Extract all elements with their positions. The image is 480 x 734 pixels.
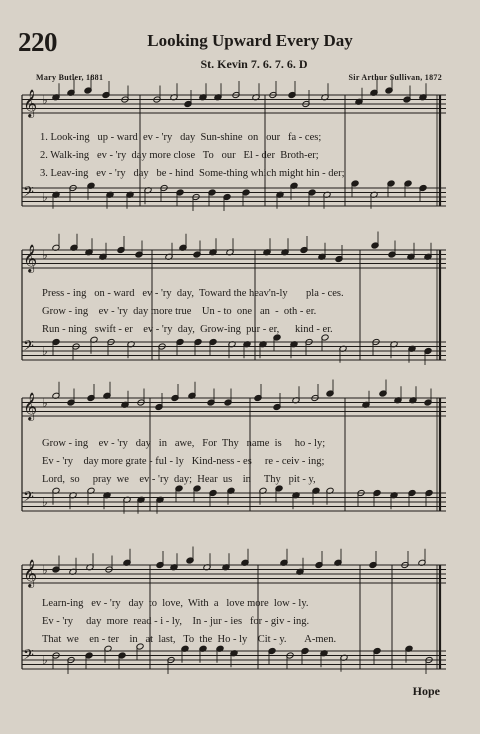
bass-clef-icon: 𝄢 <box>23 489 34 509</box>
bass-staff <box>22 643 446 674</box>
bass-clef-icon: 𝄢 <box>23 338 34 358</box>
lyric-line: 3. Leav-ing ev - 'ry day be - hind Some-thing which might hin - der; <box>40 168 345 179</box>
lyric-line: That we en - ter in at last, To the Ho - ly Cit - y. A-men. <box>42 634 337 645</box>
lyric-line: 1. Look-ing up - ward ev - 'ry day Sun-shine on our fa - ces; <box>40 132 322 143</box>
flat-key-signature-icon: ♭ <box>42 495 48 509</box>
treble-staff <box>22 232 446 274</box>
lyric-line: Run - ning swift - er ev - 'ry day, Grow-ing pur - er, kind - er. <box>42 324 333 335</box>
score-system <box>22 380 446 514</box>
hymn-number: 220 <box>18 27 57 57</box>
author-credit: Mary Butler, 1881 <box>36 73 104 82</box>
treble-staff <box>22 547 446 589</box>
flat-key-signature-icon: ♭ <box>42 248 48 262</box>
lyric-line: Grow - ing ev - 'ry day in awe, For Thy name is ho - ly; <box>42 438 326 449</box>
composer-credit: Sir Arthur Sullivan, 1872 <box>348 73 442 82</box>
lyric-line: Press - ing on - ward ev - 'ry day, Toward the heav'n-ly pla - ces. <box>42 288 344 299</box>
bass-clef-icon: 𝄢 <box>23 647 34 667</box>
score-system <box>22 77 446 212</box>
treble-clef-icon: 𝄞 <box>23 244 38 272</box>
hymn-title: Looking Upward Every Day <box>147 31 353 50</box>
treble-clef-icon: 𝄞 <box>23 392 38 420</box>
bass-staff <box>22 485 446 514</box>
treble-clef-icon: 𝄞 <box>23 559 38 587</box>
score-system <box>22 232 446 366</box>
treble-staff <box>22 380 446 422</box>
flat-key-signature-icon: ♭ <box>42 190 48 204</box>
flat-key-signature-icon: ♭ <box>42 653 48 667</box>
bass-clef-icon: 𝄢 <box>23 184 34 204</box>
lyric-line: 2. Walk-ing ev - 'ry day more close To our El - der Broth-er; <box>40 150 319 161</box>
treble-staff <box>22 77 446 119</box>
lyric-line: Learn-ing ev - 'ry day to love, With a love more low - ly. <box>42 598 309 609</box>
flat-key-signature-icon: ♭ <box>42 344 48 358</box>
flat-key-signature-icon: ♭ <box>42 563 48 577</box>
treble-clef-icon: 𝄞 <box>23 89 38 117</box>
flat-key-signature-icon: ♭ <box>42 93 48 107</box>
lyric-line: Lord, so pray we ev - 'ry day; Hear us in Thy pit - y, <box>42 474 316 485</box>
bass-staff <box>22 334 446 365</box>
bass-staff <box>22 180 446 211</box>
lyric-line: Grow - ing ev - 'ry day more true Un - to one an - oth - er. <box>42 306 317 317</box>
tune-meter: St. Kevin 7. 6. 7. 6. D <box>200 57 308 71</box>
footer-label: Hope <box>412 684 440 698</box>
lyric-line: Ev - 'ry day more read - i - ly, In - jur - ies for - giv - ing. <box>42 616 310 627</box>
lyric-line: Ev - 'ry day more grate - ful - ly Kind-ness - es re - ceiv - ing; <box>42 456 325 467</box>
flat-key-signature-icon: ♭ <box>42 396 48 410</box>
score-system <box>22 547 446 675</box>
